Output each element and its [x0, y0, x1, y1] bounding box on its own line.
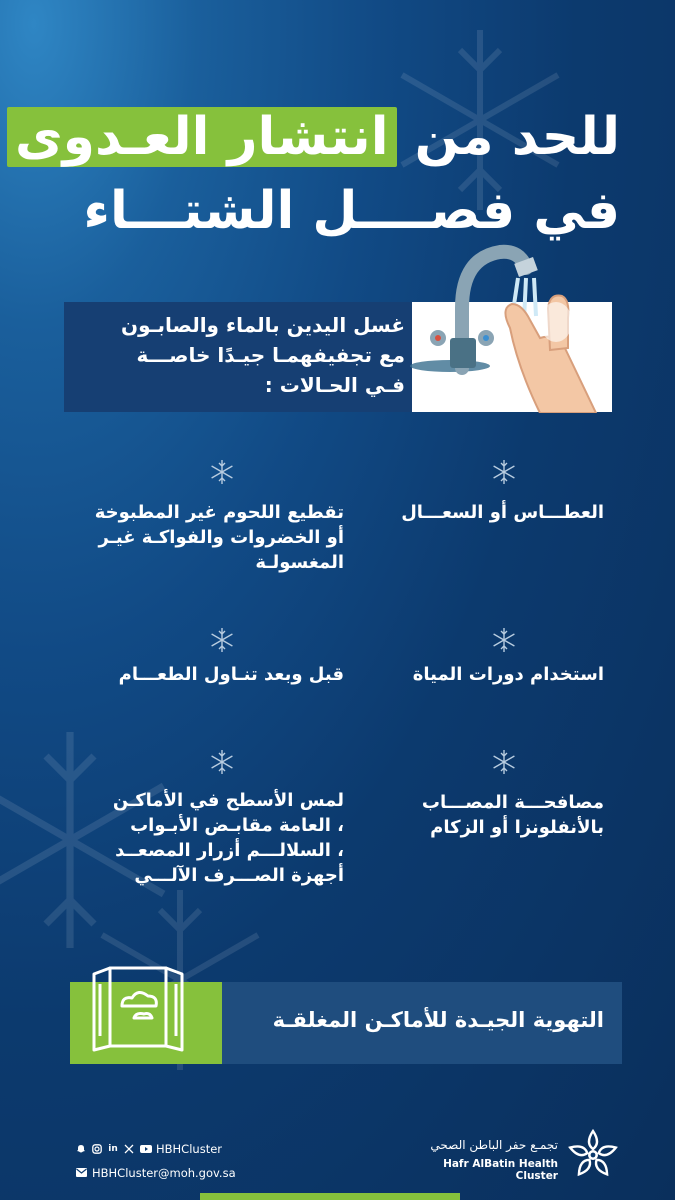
situation-line: لمس الأسطح في الأماكـن: [112, 790, 344, 811]
handwash-line-1: غسل اليدين بالماء والصابـون: [121, 313, 405, 337]
situation-line: العطـــاس أو السعـــال: [401, 502, 604, 523]
bottom-accent-bar: [200, 1193, 460, 1200]
situation-line: تقطيع اللحوم غير المطبوخة: [94, 502, 344, 523]
situation-line: ، السلالـــم أزرار المصعــد: [115, 840, 344, 861]
org-name-arabic: تجمـع حفر الباطن الصحي: [430, 1138, 558, 1152]
situation-line: أو الخضروات والفواكـة غيـر: [98, 527, 344, 548]
situation-restroom: [360, 662, 604, 687]
email-address[interactable]: HBHCluster@moh.gov.sa: [92, 1166, 236, 1180]
snowflake-icon: [490, 748, 518, 776]
snapchat-icon[interactable]: [76, 1144, 86, 1154]
situation-line: استخدام دورات المياة: [412, 664, 604, 685]
snowflake-icon: [490, 626, 518, 654]
situation-line: ، العامة مقابـض الأبـواب: [130, 815, 344, 836]
social-links: [76, 1140, 236, 1158]
instagram-icon[interactable]: [92, 1144, 102, 1154]
situation-line: مصافحـــة المصـــاب: [421, 792, 604, 813]
page-title: [14, 100, 620, 248]
title-text: للحد من: [396, 107, 620, 167]
situation-sneezing: [360, 500, 604, 525]
handwash-text: [70, 310, 405, 400]
email-row: [76, 1164, 236, 1182]
situation-raw-food: [70, 500, 344, 575]
situation-line: المغسولـة: [255, 552, 344, 573]
snowflake-icon: [208, 626, 236, 654]
faucet-hands-icon: [400, 238, 620, 413]
linkedin-icon[interactable]: in: [108, 1144, 118, 1154]
situation-line: قبل وبعد تنـاول الطعـــام: [118, 664, 344, 685]
situation-handshake: [360, 790, 604, 840]
situation-line: أجهزة الصـــرف الآلـــي: [134, 865, 344, 886]
title-highlight: انتشار العـدوى: [7, 107, 397, 167]
situation-surfaces: [70, 788, 344, 888]
ventilation-label: التهوية الجيـدة للأماكـن المغلقـة: [272, 1008, 604, 1032]
social-handle: HBHCluster: [156, 1142, 223, 1156]
mail-icon: [76, 1168, 86, 1178]
org-name-english: Hafr AlBatin Health Cluster: [443, 1158, 558, 1182]
snowflake-icon: [208, 748, 236, 776]
title-line-2: في فصــــل الشتـــاء: [83, 181, 620, 241]
x-twitter-icon[interactable]: [124, 1144, 134, 1154]
handwash-line-2: مع تجفيفهمـا جيـدًا خاصـــة: [136, 343, 405, 367]
open-window-icon: [88, 962, 188, 1052]
health-cluster-logo-icon: [566, 1128, 620, 1182]
footer-contacts: [76, 1140, 236, 1182]
situation-line: بالأنفلونزا أو الزكام: [430, 817, 604, 838]
youtube-icon[interactable]: [140, 1144, 150, 1154]
handwash-line-3: فـي الحـالات :: [264, 373, 405, 397]
snowflake-icon: [208, 458, 236, 486]
situation-eating: [70, 662, 344, 687]
snowflake-icon: [490, 458, 518, 486]
